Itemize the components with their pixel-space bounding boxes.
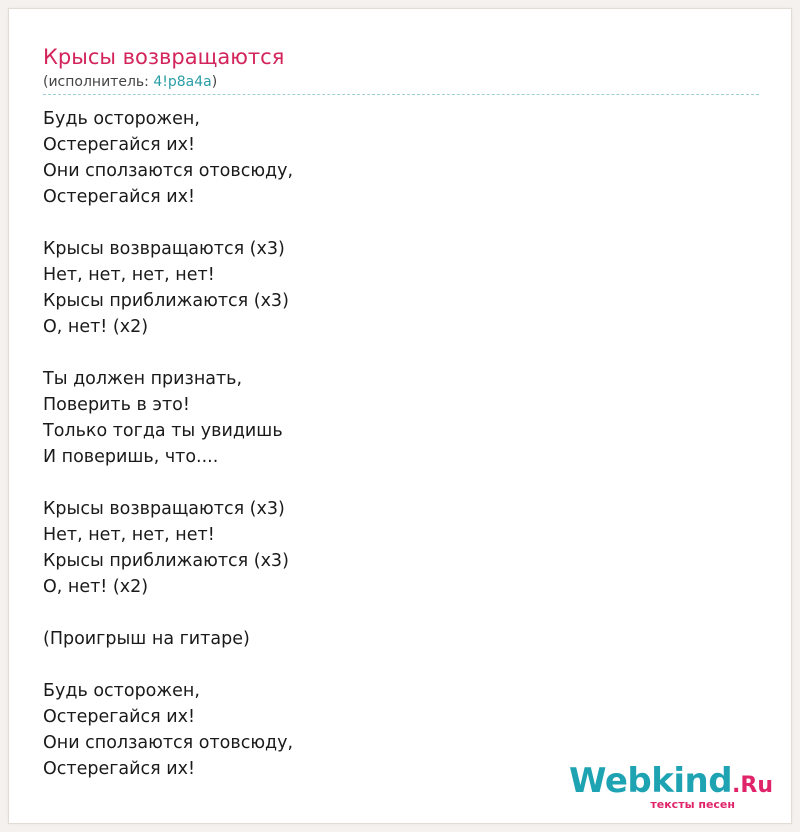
song-title: Крысы возвращаются [43, 45, 285, 69]
lyric-line: Они сползаются отовсюду, [43, 161, 294, 181]
artist-prefix: (исполнитель: [43, 74, 154, 90]
lyric-line: И поверишь, что.... [43, 447, 219, 467]
lyric-blank-line [43, 470, 743, 496]
lyric-line: Крысы приближаются (x3) [43, 291, 289, 311]
lyric-line: Поверить в это! [43, 395, 190, 415]
lyric-line: Остерегайся их! [43, 759, 195, 779]
lyric-blank-line [43, 210, 743, 236]
artist-link[interactable]: 4!р8а4а [153, 74, 212, 90]
webkind-logo[interactable] [569, 761, 773, 811]
lyrics-body [43, 106, 743, 782]
lyric-line: Нет, нет, нет, нет! [43, 525, 215, 545]
lyric-blank-line [43, 652, 743, 678]
lyric-line: Крысы приближаются (x3) [43, 551, 289, 571]
lyric-line: Они сползаются отовсюду, [43, 733, 294, 753]
lyric-line: Будь осторожен, [43, 681, 200, 701]
logo-tagline: тексты песен [650, 798, 735, 811]
artist-suffix: ) [211, 74, 218, 90]
lyric-line: Крысы возвращаются (x3) [43, 239, 285, 259]
lyric-line: Ты должен признать, [43, 369, 243, 389]
lyric-blank-line [43, 600, 743, 626]
lyric-line: Остерегайся их! [43, 135, 195, 155]
logo-wordmark: Webkind [569, 761, 733, 801]
lyrics-card [8, 8, 792, 824]
dashed-divider [43, 94, 759, 95]
lyric-line: Только тогда ты увидишь [43, 421, 283, 441]
lyric-line: Нет, нет, нет, нет! [43, 265, 215, 285]
logo-tld: .Ru [732, 773, 773, 798]
lyric-line: О, нет! (x2) [43, 317, 149, 337]
lyric-line: Будь осторожен, [43, 109, 200, 129]
lyric-line: Остерегайся их! [43, 707, 195, 727]
lyric-blank-line [43, 340, 743, 366]
lyric-line: Крысы возвращаются (x3) [43, 499, 285, 519]
lyric-line: (Проигрыш на гитаре) [43, 629, 250, 649]
lyric-line: О, нет! (x2) [43, 577, 149, 597]
lyric-line: Остерегайся их! [43, 187, 195, 207]
artist-line [43, 73, 217, 91]
